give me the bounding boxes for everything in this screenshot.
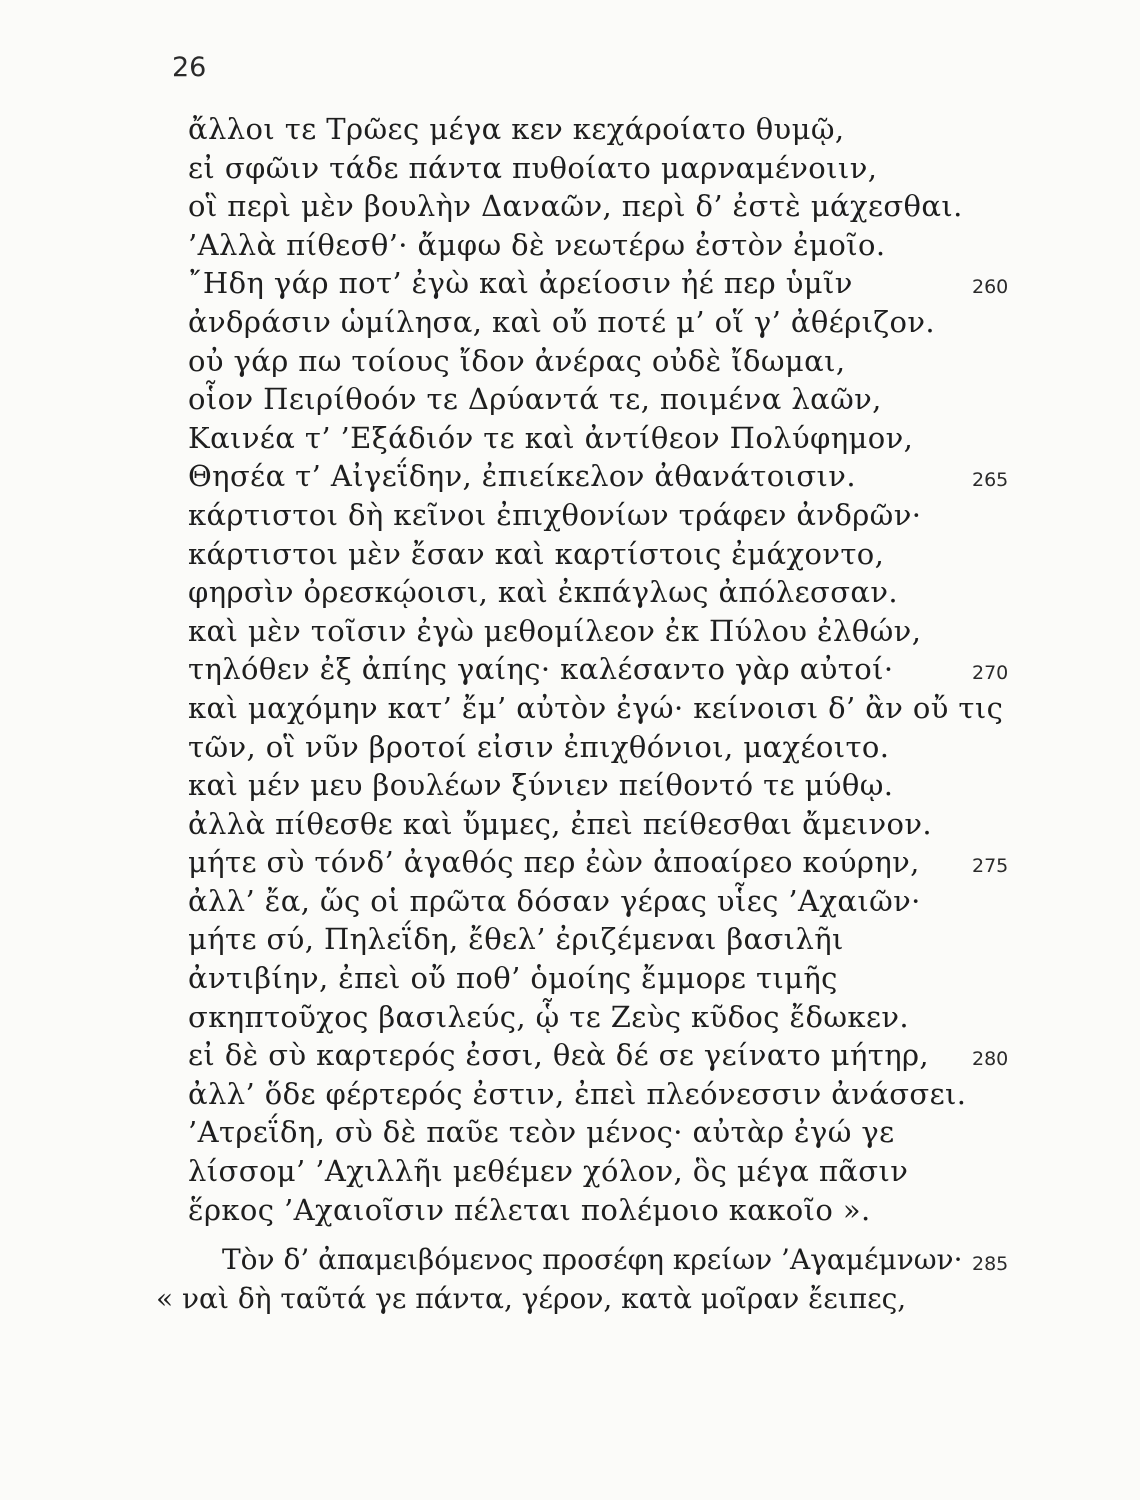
verse-text: Θησέα τ’ Αἰγεΐδην, ἐπιείκελον ἀθανάτοισιν. — [188, 459, 856, 494]
verse-text: ’Αλλὰ πίθεσθ’· ἄμφω δὲ νεωτέρω ἐστὸν ἐμοῖο. — [188, 227, 886, 262]
verse-line — [0, 766, 1140, 805]
quote-text: « ναὶ δὴ ταῦτά γε πάντα, γέρον, κατὰ μοῖραν ἔειπες, — [156, 1281, 907, 1315]
verse-line — [0, 1075, 1140, 1114]
verse-text: ἀνδράσιν ὡμίλησα, καὶ οὔ ποτέ μ’ οἵ γ’ ἀθέριζον. — [188, 304, 935, 339]
verse-line — [0, 496, 1140, 535]
verse-line — [0, 650, 1140, 689]
verse-line — [0, 728, 1140, 767]
verse-line — [0, 689, 1140, 728]
verse-line — [0, 573, 1140, 612]
verse-text: ἀντιβίην, ἐπεὶ οὔ ποθ’ ὁμοίης ἔμμορε τιμῆς — [188, 961, 838, 996]
verse-line — [0, 303, 1140, 342]
verse-text: ἀλλ’ ἔα, ὥς οἱ πρῶτα δόσαν γέρας υἷες ’Αχαιῶν· — [188, 883, 921, 918]
verse-line — [0, 959, 1140, 998]
verse-text: εἰ δὲ σὺ καρτερός ἐσσι, θεὰ δέ σε γείνατο μήτηρ, — [188, 1038, 930, 1073]
verse-text: μήτε σὺ τόνδ’ ἀγαθός περ ἐὼν ἀποαίρεο κούρην, — [188, 845, 920, 880]
verse-text: ἕρκος ’Αχαιοῖσιν πέλεται πολέμοιο κακοῖο ». — [188, 1192, 871, 1227]
verse-line — [0, 110, 1140, 149]
verse-line — [0, 1152, 1140, 1191]
verse-text: ἀλλ’ ὅδε φέρτερός ἐστιν, ἐπεὶ πλεόνεσσιν ἀνάσσει. — [188, 1076, 967, 1111]
verse-text: καὶ μέν μευ βουλέων ξύνιεν πείθοντό τε μύθῳ. — [188, 768, 894, 803]
verse-line — [0, 843, 1140, 882]
verse-text: ἄλλοι τε Τρῶες μέγα κεν κεχάροίατο θυμῷ, — [188, 112, 845, 146]
verse-text: μήτε σύ, Πηλεΐδη, ἔθελ’ ἐριζέμεναι βασιλῆι — [188, 922, 844, 957]
verse-line — [0, 1113, 1140, 1152]
verse-text: ἀλλὰ πίθεσθε καὶ ὔμμες, ἐπεὶ πείθεσθαι ἄμεινον. — [188, 806, 933, 841]
verse-line — [0, 805, 1140, 844]
verse-line — [0, 149, 1140, 188]
verse-text: οἳ περὶ μὲν βουλὴν Δαναῶν, περὶ δ’ ἐστὲ μάχεσθαι. — [188, 189, 963, 224]
verse-text: τηλόθεν ἐξ ἀπίης γαίης· καλέσαντο γὰρ αὐτοί· — [188, 652, 894, 687]
verse-line — [0, 882, 1140, 921]
verse-block — [0, 110, 1140, 1318]
verse-text: καὶ μὲν τοῖσιν ἐγὼ μεθομίλεον ἐκ Πύλου ἐλθών, — [188, 613, 922, 648]
line-number: 275 — [972, 855, 1009, 878]
verse-line — [0, 380, 1140, 419]
line-number: 260 — [972, 276, 1009, 299]
verse-text: οὐ γάρ πω τοίους ἴδον ἀνέρας οὐδὲ ἴδωμαι, — [188, 343, 846, 378]
verse-text: τῶν, οἳ νῦν βροτοί εἰσιν ἐπιχθόνιοι, μαχέοιτο. — [188, 729, 890, 764]
verse-line — [0, 457, 1140, 496]
verse-text: Καινέα τ’ ’Εξάδιόν τε καὶ ἀντίθεον Πολύφημον, — [188, 420, 914, 455]
verse-line — [0, 998, 1140, 1037]
verse-text: ’Ατρεΐδη, σὺ δὲ παῦε τεὸν μένος· αὐτὰρ ἐγώ γε — [188, 1115, 895, 1150]
verse-line — [0, 419, 1140, 458]
line-number: 285 — [972, 1253, 1009, 1276]
verse-line — [0, 535, 1140, 574]
verse-line — [0, 187, 1140, 226]
verse-text: εἰ σφῶιν τάδε πάντα πυθοίατο μαρναμένοιιν, — [188, 150, 878, 185]
verse-line — [0, 920, 1140, 959]
verse-text: καὶ μαχόμην κατ’ ἔμ’ αὐτὸν ἐγώ· κείνοισι δ’ ἂν οὔ τις — [188, 690, 1004, 725]
verse-text: κάρτιστοι μὲν ἔσαν καὶ καρτίστοις ἐμάχοντο, — [188, 536, 885, 571]
verse-line — [0, 342, 1140, 381]
speech-intro-line — [0, 1241, 1140, 1280]
stanza-gap — [0, 1229, 1140, 1241]
verse-line — [0, 1191, 1140, 1230]
verse-text: κάρτιστοι δὴ κεῖνοι ἐπιχθονίων τράφεν ἀνδρῶν· — [188, 497, 922, 532]
verse-text: σκηπτοῦχος βασιλεύς, ᾧ τε Ζεὺς κῦδος ἔδωκεν. — [188, 999, 910, 1034]
speech-intro-text: Τὸν δ’ ἀπαμειβόμενος προσέφη κρείων ’Αγαμέμνων· — [222, 1243, 963, 1277]
verse-line — [0, 226, 1140, 265]
verse-text: φηρσὶν ὀρεσκῴοισι, καὶ ἐκπάγλως ἀπόλεσσαν. — [188, 575, 899, 610]
verse-text: οἷον Πειρίθοόν τε Δρύαντά τε, ποιμένα λαῶν, — [188, 382, 882, 417]
line-number: 265 — [972, 469, 1009, 492]
verse-text: ῎Ηδη γάρ ποτ’ ἐγὼ καὶ ἀρείοσιν ἠέ περ ὑμῖν — [188, 266, 853, 301]
quote-line — [0, 1280, 1140, 1319]
verse-text: λίσσομ’ ’Αχιλλῆι μεθέμεν χόλον, ὃς μέγα πᾶσιν — [188, 1154, 909, 1189]
line-number: 280 — [972, 1048, 1009, 1071]
verse-line — [0, 1036, 1140, 1075]
line-number: 270 — [972, 662, 1009, 685]
page-number: 26 — [172, 52, 207, 83]
verse-line — [0, 612, 1140, 651]
verse-line — [0, 264, 1140, 303]
